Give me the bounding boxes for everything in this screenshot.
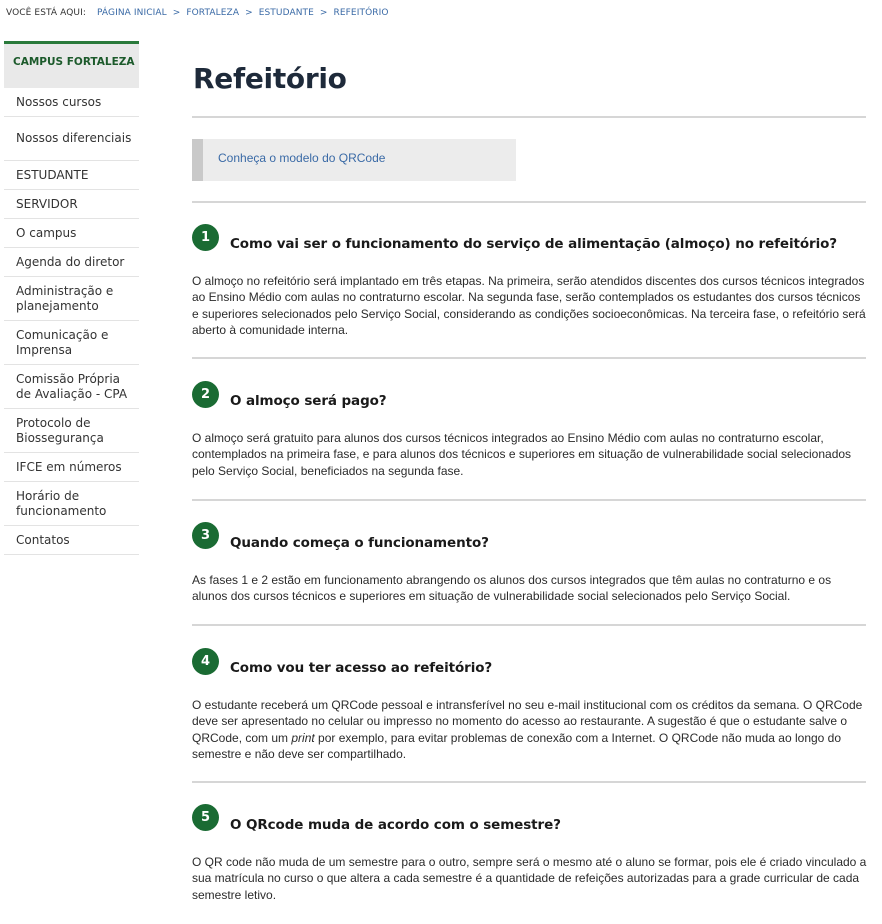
faq-answer-text: por exemplo, para evitar problemas de conexão com a Internet. O QRCode não muda ao longo do semestre e não deve ser compartilhado.	[192, 730, 842, 761]
faq-number-badge: 5	[192, 804, 219, 831]
breadcrumb-fortaleza-link[interactable]: FORTALEZA	[186, 8, 240, 18]
sidebar-nav	[4, 41, 139, 555]
sidebar-item-nossos-diferenciais[interactable]: Nossos diferenciais	[4, 117, 139, 161]
breadcrumb-home-link[interactable]: PÁGINA INICIAL	[96, 8, 167, 18]
sidebar-header: CAMPUS FORTALEZA	[4, 41, 139, 88]
breadcrumb-prefix: VOCÊ ESTÁ AQUI:	[6, 8, 86, 18]
breadcrumb-separator: >	[172, 8, 181, 18]
sidebar-item-horario-funcionamento[interactable]: Horário de funcionamento	[4, 482, 139, 526]
qrcode-model-link[interactable]: Conheça o modelo do QRCode	[218, 151, 386, 165]
sidebar-item-nossos-cursos[interactable]: Nossos cursos	[4, 88, 139, 117]
sidebar-item-cpa[interactable]: Comissão Própria de Avaliação - CPA	[4, 365, 139, 409]
breadcrumb-separator: >	[319, 8, 328, 18]
page-title: Refeitório	[193, 62, 347, 95]
faq-question: Como vai ser o funcionamento do serviço de alimentação (almoço) no refeitório?	[230, 236, 837, 252]
faq-answer: O QR code não muda de um semestre para o outro, sempre será o mesmo até o aluno se formar, pois ele é criado vinculado a sua matrícula no curso o que altera a cada semestre é a quantidade de refeições autorizadas para a grade curricular de cada semestre letivo.	[192, 855, 867, 902]
divider	[192, 781, 866, 783]
sidebar-item-protocolo-biosseguranca[interactable]: Protocolo de Biossegurança	[4, 409, 139, 453]
sidebar-item-comunicacao[interactable]: Comunicação e Imprensa	[4, 321, 139, 365]
faq-question: O QRcode muda de acordo com o semestre?	[230, 817, 561, 833]
faq-answer: O almoço será gratuito para alunos dos cursos técnicos integrados ao Ensino Médio com aulas no contraturno escolar, contemplados na primeira fase, e para alunos dos técnicos e superiores em situação de vulnerabilidade social selecionados pelo Serviço Social, beneficiados na segunda fase.	[192, 431, 852, 478]
faq-answer-text: O estudante receberá um QRCode pessoal e intransferível no seu e-mail institucional com os créditos da semana. O QRCode deve ser apresentado no celular ou impresso no momento do acesso ao restaurante. A sugestão é que o estudante salve o QRCode, com um	[192, 698, 863, 745]
breadcrumb-separator: >	[245, 8, 253, 18]
breadcrumb-refeitorio-link[interactable]: REFEITÓRIO	[333, 8, 389, 18]
faq-question: Como vou ter acesso ao refeitório?	[230, 660, 493, 676]
sidebar-item-estudante[interactable]: ESTUDANTE	[4, 161, 139, 190]
breadcrumb	[6, 8, 389, 18]
faq-number-badge: 1	[192, 224, 219, 251]
qrcode-callout	[192, 139, 516, 181]
divider	[192, 499, 866, 501]
faq-number-badge: 2	[192, 381, 219, 408]
divider	[192, 201, 866, 203]
breadcrumb-estudante-link[interactable]: ESTUDANTE	[258, 8, 314, 18]
sidebar-item-servidor[interactable]: SERVIDOR	[4, 190, 139, 219]
divider	[192, 357, 866, 359]
faq-number-badge: 3	[192, 522, 219, 549]
sidebar-item-ifce-em-numeros[interactable]: IFCE em números	[4, 453, 139, 482]
faq-question: Quando começa o funcionamento?	[230, 535, 489, 551]
faq-answer-emphasis: print	[291, 730, 315, 745]
faq-answer: As fases 1 e 2 estão em funcionamento abrangendo os alunos dos cursos integrados que têm aulas no contraturno e os alunos dos cursos técnicos e superiores em situação de vulnerabilidade social selecionados pelo Serviço Social.	[192, 573, 832, 604]
sidebar-item-agenda-do-diretor[interactable]: Agenda do diretor	[4, 248, 139, 277]
divider	[192, 116, 866, 118]
sidebar-item-administracao[interactable]: Administração e planejamento	[4, 277, 139, 321]
faq-number-badge: 4	[192, 648, 219, 675]
faq-answer	[192, 697, 868, 762]
sidebar-item-contatos[interactable]: Contatos	[4, 526, 139, 555]
faq-answer: O almoço no refeitório será implantado em três etapas. Na primeira, serão atendidos discentes dos cursos técnicos integrados ao Ensino Médio com aulas no contraturno escolar. Na segunda fase, serão contemplados os estudantes dos cursos técnicos e superiores selecionados pelo Serviço Social, considerando as condições socioeconômicas. Na terceira fase, o refeitório será aberto à comunidade interna.	[192, 274, 866, 337]
faq-question: O almoço será pago?	[230, 393, 387, 409]
sidebar-item-o-campus[interactable]: O campus	[4, 219, 139, 248]
divider	[192, 624, 866, 626]
